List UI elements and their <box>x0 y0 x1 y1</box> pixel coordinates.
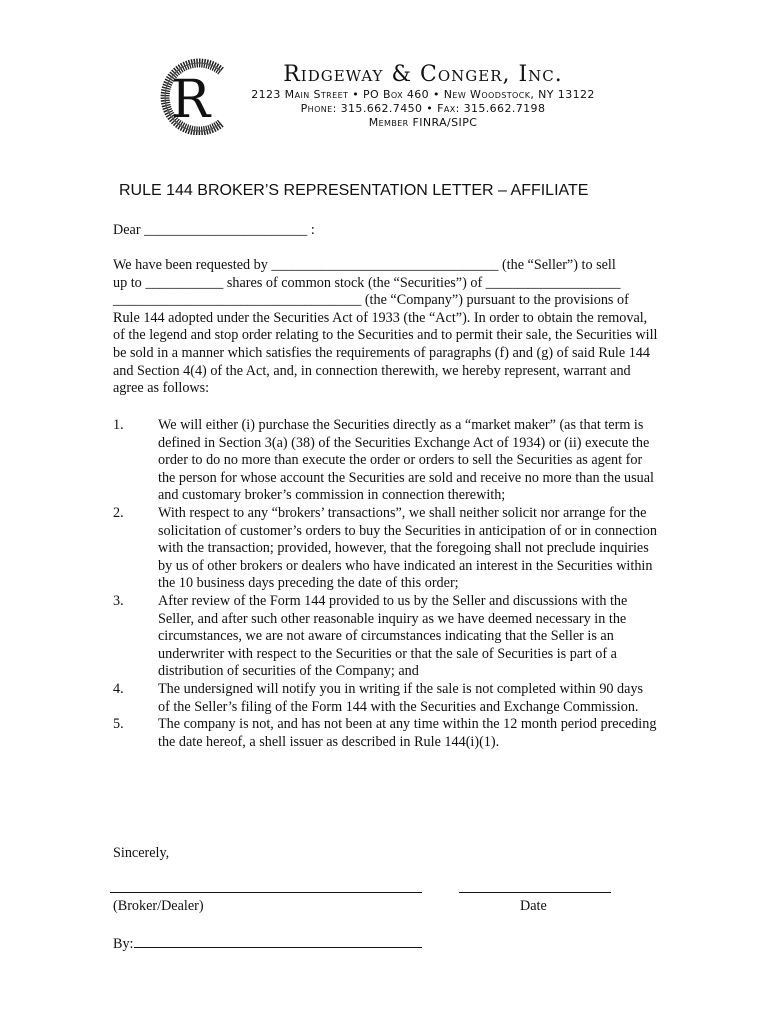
closing: Sincerely, <box>113 845 170 861</box>
intro-line-shares: up to ___________ shares of common stock (the “Securities”) of ___________________ <box>113 274 621 291</box>
company-membership: Member FINRA/SIPC <box>368 116 478 129</box>
list-item <box>113 417 658 505</box>
list-item <box>113 716 658 751</box>
list-item <box>113 505 658 593</box>
representation-list <box>113 417 658 751</box>
document-title: RULE 144 BROKER’S REPRESENTATION LETTER – AFFILIATE <box>119 182 589 199</box>
by-signature-line[interactable] <box>134 933 422 948</box>
by-signature-row <box>113 933 422 954</box>
date-label: Date <box>520 898 547 914</box>
salutation: Dear _______________________ : <box>113 222 315 238</box>
company-phone-fax: Phone: 315.662.7450 • Fax: 315.662.7198 <box>300 102 546 115</box>
list-item <box>113 681 658 716</box>
item-text: The undersigned will notify you in writing if the sale is not completed within 90 days of the Seller’s filing of the Form 144 with the Securities and Exchange Commission. <box>158 680 644 715</box>
intro-body: Rule 144 adopted under the Securities Act of 1933 (the “Act”). In order to obtain the removal, of the legend and stop order relating to the Securities and to permit their sale, the Securities will be sold in a manner which satisfies the requirements of paragraphs (f) and (g) of said Rule 144 and Section 4(4) of the Act, and, in connection therewith, we hereby represent, warrant and agree as follows: <box>113 309 658 397</box>
logo-r-letter: R <box>171 70 211 130</box>
broker-dealer-label: (Broker/Dealer) <box>113 898 204 914</box>
item-text: After review of the Form 144 provided to us by the Seller and discussions with the Seller, and after such other reasonable inquiry as we have deemed necessary in the circumstances, we are not aware of circumstances indicating that the Seller is an underwriter with respect to the Securities or that the sale of Securities is part of a distribution of securities of the Company; and <box>158 592 628 680</box>
item-number: 1. <box>113 417 124 433</box>
company-address: 2123 Main Street • PO Box 460 • New Woodstock, NY 13122 <box>251 88 595 101</box>
intro-line-seller: We have been requested by ________________________________ (the “Seller”) to sell <box>113 257 616 273</box>
item-text: The company is not, and has not been at any time within the 12 month period preceding the date hereof, a shell issuer as described in Rule 144(i)(1). <box>158 716 657 750</box>
broker-signature-line[interactable] <box>110 892 422 893</box>
list-item <box>113 593 658 681</box>
intro-paragraph <box>113 257 658 398</box>
company-name: Ridgeway & Conger, Inc. <box>283 62 563 87</box>
item-number: 4. <box>113 680 124 697</box>
company-header <box>243 62 603 130</box>
date-signature-line[interactable] <box>459 892 611 893</box>
by-label: By: <box>113 936 134 952</box>
item-text: We will either (i) purchase the Securities directly as a “market maker” (as that term is defined in Section 3(a) (38) of the Securities Exchange Act of 1934) or (ii) execute the order to do no more than execute the order or orders to sell the Securities as agent for the person for whose account the Securities are sold and receive no more than the usual and customary broker’s commission in connection therewith; <box>158 417 654 504</box>
item-number: 3. <box>113 592 124 609</box>
item-number: 5. <box>113 716 124 733</box>
item-number: 2. <box>113 504 124 521</box>
company-logo <box>147 57 237 135</box>
intro-line-company: ___________________________________ (the “Company”) pursuant to the provisions of <box>113 292 629 309</box>
item-text: With respect to any “brokers’ transactions”, we shall neither solicit nor arrange for the solicitation of customer’s orders to buy the Securities in anticipation of or in connection with the transaction; provided, however, that the foregoing shall not preclude inquiries by us of other brokers or dealers who have indicated an interest in the Securities within the 10 business days preceding the date of this order; <box>158 504 657 592</box>
